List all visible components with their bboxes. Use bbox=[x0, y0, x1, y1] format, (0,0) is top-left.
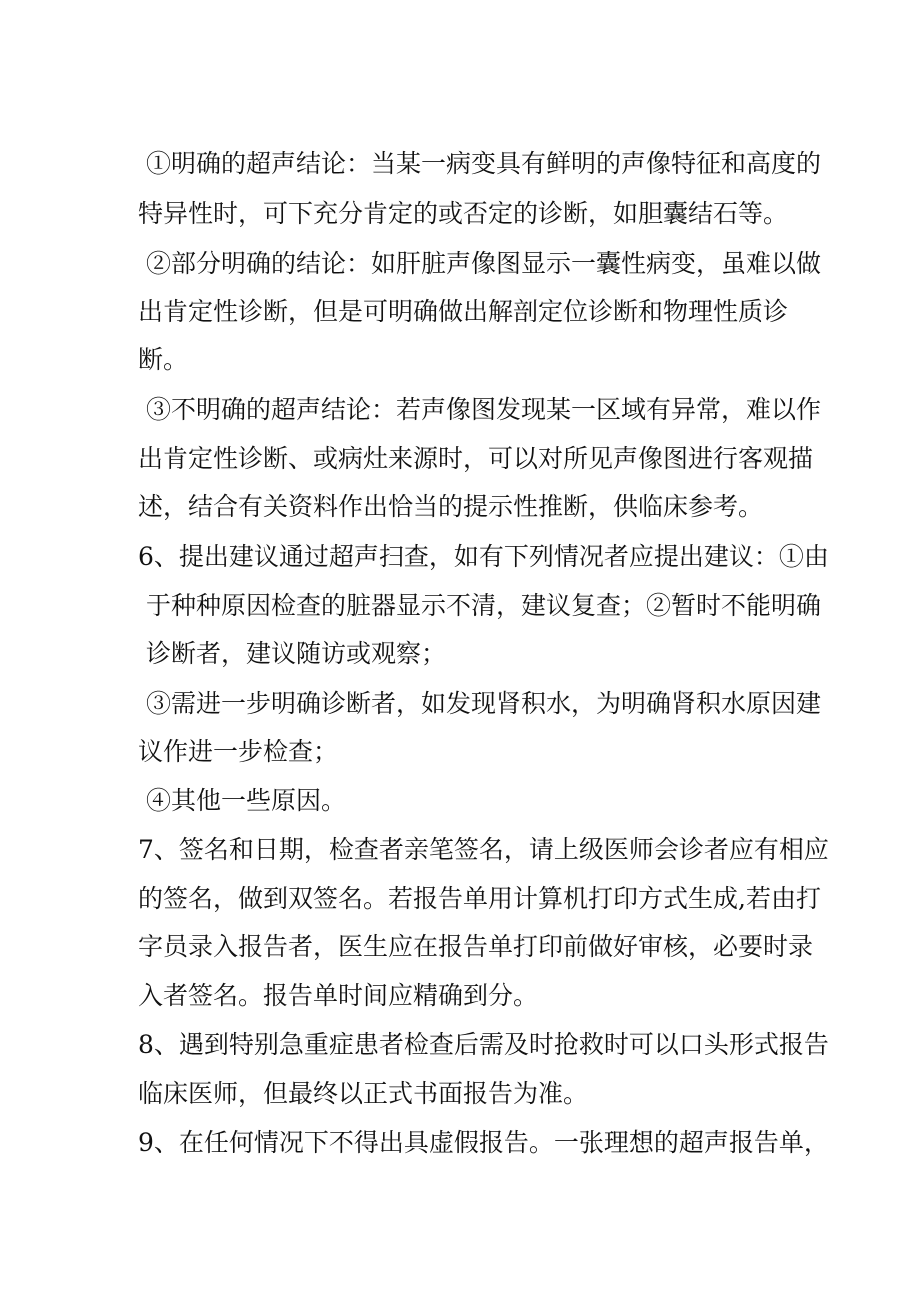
text-line: ③不明确的超声结论：若声像图发现某一区域有异常，难以作 bbox=[146, 395, 822, 424]
text-line: 述，结合有关资料作出恰当的提示性推断，供临床参考。 bbox=[138, 492, 764, 521]
text-line: 6、提出建议通过超声扫查，如有下列情况者应提出建议：①由 bbox=[138, 542, 829, 571]
text-line: 议作进一步检查； bbox=[138, 737, 339, 766]
text-line: 7、签名和日期，检查者亲笔签名，请上级医师会诊者应有相应 bbox=[138, 835, 829, 864]
text-line: 9、在任何情况下不得出具虚假报告。一张理想的超声报告单， bbox=[138, 1128, 829, 1157]
text-line: 诊断者，建议随访或观察； bbox=[146, 639, 447, 668]
text-line: 出肯定性诊断、或病灶来源时，可以对所见声像图进行客观描 bbox=[138, 444, 814, 473]
text-line: 8、遇到特别急重症患者检查后需及时抢救时可以口头形式报告 bbox=[138, 1030, 829, 1059]
text-line: 字员录入报告者，医生应在报告单打印前做好审核，必要时录 bbox=[138, 932, 814, 961]
text-line: ①明确的超声结论：当某一病变具有鲜明的声像特征和高度的 bbox=[146, 149, 822, 178]
text-line: 断。 bbox=[138, 345, 189, 374]
text-line: 的签名，做到双签名。若报告单用计算机打印方式生成,若由打 bbox=[138, 884, 821, 913]
text-line: ④其他一些原因。 bbox=[146, 786, 347, 815]
text-line: 于种种原因检查的脏器显示不清，建议复查；②暂时不能明确 bbox=[146, 591, 822, 620]
text-line: ②部分明确的结论：如肝脏声像图显示一囊性病变，虽难以做 bbox=[146, 249, 822, 278]
text-line: 入者签名。报告单时间应精确到分。 bbox=[138, 981, 539, 1010]
text-line: 出肯定性诊断，但是可明确做出解剖定位诊断和物理性质诊 bbox=[138, 297, 789, 326]
text-line: 特异性时，可下充分肯定的或否定的诊断，如胆囊结石等。 bbox=[138, 199, 789, 228]
text-line: ③需进一步明确诊断者，如发现肾积水，为明确肾积水原因建 bbox=[146, 689, 822, 718]
text-line: 临床医师，但最终以正式书面报告为准。 bbox=[138, 1079, 589, 1108]
